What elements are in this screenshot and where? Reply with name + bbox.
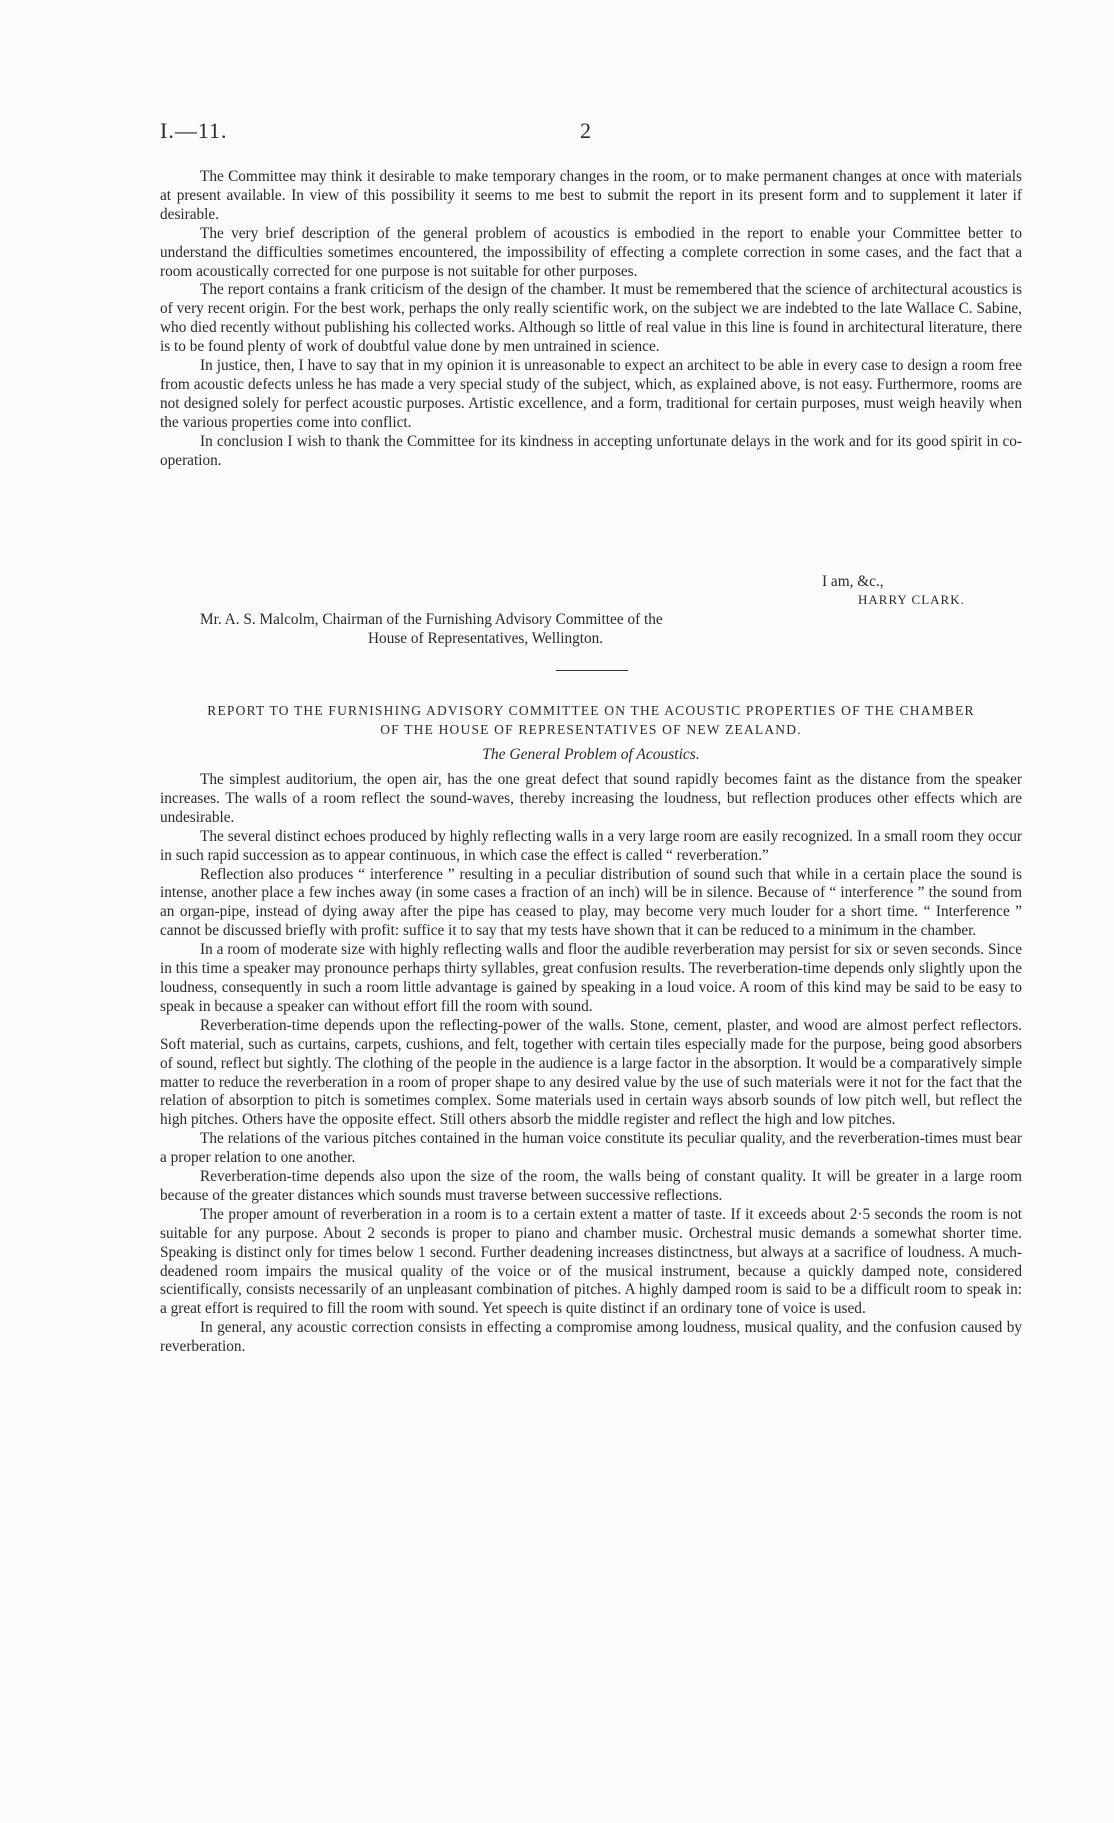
addressee-line: Mr. A. S. Malcolm, Chairman of the Furnishing Advisory Committee of the <box>200 611 663 628</box>
report-paragraph: In general, any acoustic correction consists in effecting a compromise among loudness, musical quality, and the confusion caused by reverberation. <box>160 1319 1022 1356</box>
page-number: 2 <box>580 118 591 143</box>
report-body <box>160 771 1022 1357</box>
report-paragraph: The several distinct echoes produced by highly reflecting walls in a very large room are easily recognized. In a small room they occur in such rapid succession as to appear continuous, in which case the effect is called “ reverberation.” <box>160 827 1022 864</box>
addressee-line: House of Representatives, Wellington. <box>368 630 604 647</box>
report-subheading: The General Problem of Acoustics. <box>482 746 700 763</box>
report-title: REPORT TO THE FURNISHING ADVISORY COMMITTEE ON THE ACOUSTIC PROPERTIES OF THE CHAMBER <box>207 703 975 718</box>
report-paragraph: Reverberation-time depends also upon the size of the room, the walls being of constant quality. It will be greater in a large room because of the greater distances which sounds must traverse between successive reflections. <box>160 1168 1022 1204</box>
report-paragraph: Reflection also produces “ interference ” resulting in a peculiar distribution of sound such that while in a certain place the sound is intense, another place a few inches away (in some cases a fraction of an inch) will be in silence. Because of “ interference ” the sound from an organ-pipe, instead of dying away after the pipe has ceased to play, may become very much louder for a short time. “ Interference ” cannot be discussed briefly with profit: suffice it to say that my tests have shown that it can be reduced to a minimum in the chamber. <box>160 865 1022 940</box>
report-paragraph: Reverberation-time depends upon the reflecting-power of the walls. Stone, cement, plaster, and wood are almost perfect reflectors. Soft material, such as curtains, carpets, cushions, and felt, together with certain tiles especially made for the purpose, being good absorbers of sound, reflect but sightly. The clothing of the people in the audience is a large factor in the absorption. It would be a comparatively simple matter to reduce the reverberation in a room of proper shape to any desired value by the use of such materials were it not for the fact that the relation of absorption to pitch is sometimes complex. Some materials used in certain ways absorb sounds of low pitch well, but reflect the high pitches. Others have the opposite effect. Still others absorb the middle register and reflect the high and low pitches. <box>160 1016 1022 1129</box>
letter-paragraph: The very brief description of the general problem of acoustics is embodied in the report to enable your Committee better to understand the difficulties sometimes encountered, the impossibility of effecting a complete correction in some cases, and the fact that a room acoustically corrected for one purpose is not suitable for other purposes. <box>160 224 1022 280</box>
page-header <box>160 118 1020 148</box>
report-paragraph: The relations of the various pitches contained in the human voice constitute its peculiar quality, and the reverberation-times must bear a proper relation to one another. <box>160 1130 1022 1167</box>
report-paragraph: The proper amount of reverberation in a room is to a certain extent a matter of taste. If it exceeds about 2·5 seconds the room is not suitable for any purpose. About 2 seconds is proper to piano and chamber music. Orchestral music demands a somewhat shorter time. Speaking is distinct only for times below 1 second. Further deadening increases distinctness, but always at a sacrifice of loudness. A much-deadened room impairs the musical quality of the voice or of the musical instrument, because a quickly damped note, considered scientifically, consists necessarily of an unpleasant combination of pitches. A highly damped room is said to be a difficult room to speak in: a great effort is required to fill the room with sound. Yet speech is quite distinct if an ordinary tone of voice is used. <box>160 1205 1022 1318</box>
section-divider <box>556 670 628 671</box>
letter-paragraph: The Committee may think it desirable to make temporary changes in the room, or to make permanent changes at once with materials at present available. In view of this possibility it seems to me best to submit the report in its present form and to supplement it later if desirable. <box>160 168 1022 223</box>
letter-paragraph: In conclusion I wish to thank the Committee for its kindness in accepting unfortunate delays in the work and for its good spirit in co-operation. <box>160 432 1022 469</box>
document-reference: I.—11. <box>160 118 228 143</box>
letter-closing: I am, &c., <box>822 573 884 590</box>
letter-body <box>160 168 1022 471</box>
letter-paragraph: In justice, then, I have to say that in my opinion it is unreasonable to expect an architect to be able in every case to design a room free from acoustic defects unless he has made a very special study of the subject, which, as explained above, is not easy. Furthermore, rooms are not designed solely for perfect acoustic purposes. Artistic excellence, and a form, traditional for certain purposes, must weigh heavily when the various properties come into conflict. <box>160 357 1022 431</box>
letter-signature: HARRY CLARK. <box>858 592 965 607</box>
letter-paragraph: The report contains a frank criticism of the design of the chamber. It must be remembered that the science of architectural acoustics is of very recent origin. For the best work, perhaps the only really scientific work, on the subject we are indebted to the late Wallace C. Sabine, who died recently without publishing his collected works. Although so little of real value in this line is found in architectural literature, there is to be found plenty of work of doubtful value done by men untrained in science. <box>160 281 1022 356</box>
report-paragraph: In a room of moderate size with highly reflecting walls and floor the audible reverberation may persist for six or seven seconds. Since in this time a speaker may pronounce perhaps thirty syllables, great confusion results. The reverberation-time depends only slightly upon the loudness, consequently in such a room little advantage is gained by speaking in a loud voice. A room of this kind may be said to be easy to speak in because a speaker can without effort fill the room with sound. <box>160 941 1022 1015</box>
report-paragraph: The simplest auditorium, the open air, has the one great defect that sound rapidly becomes faint as the distance from the speaker increases. The walls of a room reflect the sound-waves, thereby increasing the loudness, but reflection produces other effects which are undesirable. <box>160 771 1022 826</box>
report-title: OF THE HOUSE OF REPRESENTATIVES OF NEW ZEALAND. <box>380 722 802 737</box>
